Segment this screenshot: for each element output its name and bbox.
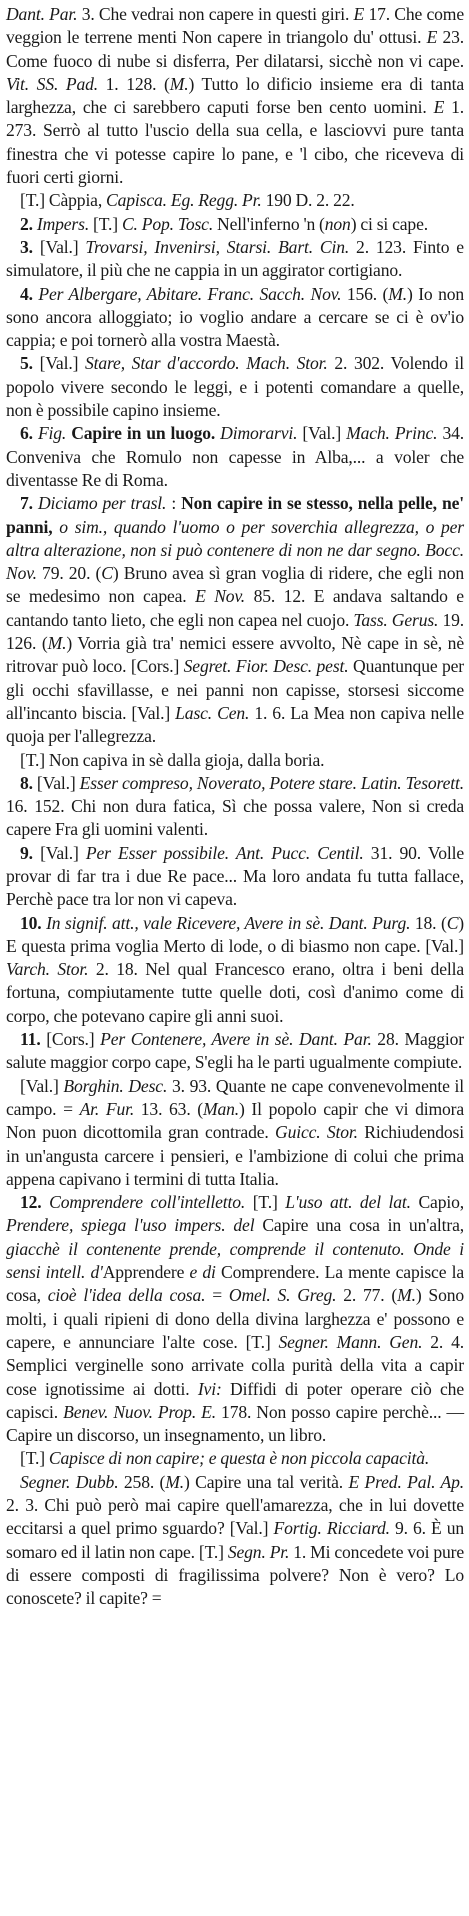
italic-text: In signif. att., vale Ricevere, Avere in sè. Dant. Purg. [46, 912, 411, 933]
bold-text: Capire in un luogo. [71, 423, 216, 444]
sense-12: 12. Comprendere coll'intelletto. [T.] L'uso att. del lat. Capio, Prendere, spiega l'uso impers. del Capire una cosa in un'altra, giacchè il contenente prende, comprende il contenuto. Onde i sensi intell. d'Apprendere e di Comprendere. La mente capisce la cosa, cioè l'idea della cosa. = Omel. S. Greg. 2. 77. (M.) Sono molti, i quali ripieni di dono della divina larghezza e' possono e capere, e annunciare l'alte cose. [T.] Segner. Mann. Gen. 2. 4. Semplici verginelle sono arrivate colla purità della vita a capir cose ignotissime ai dotti. Ivi: Diffidi di poter operare ciò che capisci. Benev. Nuov. Prop. E. 178. Non posso capire perchè... — Capire un discorso, un insegnamento, un libro. [6, 1192, 465, 1446]
bold-text: 7. [20, 493, 33, 514]
italic-text: Impers. [36, 213, 90, 234]
sense-8: 8. [Val.] Esser compreso, Noverato, Potere stare. Latin. Tesorett. 16. 152. Chi non dura fatica, Sì che possa valere, Non si creda capere Fra gli uomini valenti. [6, 772, 464, 840]
italic-text: M. [388, 283, 407, 304]
bold-text: Non capire in se stesso, nella pelle, ne' panni, [6, 493, 464, 537]
sense-12-note: [T.] Capisce di non capire; e questa è non piccola capacità. [20, 1448, 430, 1469]
entry-note-cappia: [T.] Càppia, Capisca. Eg. Regg. Pr. 190 D. 2. 22. [20, 190, 355, 211]
sense-4: 4. Per Albergare, Abitare. Franc. Sacch. Nov. 156. (M.) Io non sono ancora alloggiato; io voglio andare a cercare se ci è ov'io cappia; e poi tornerò alla vostra Maestà. [6, 283, 465, 351]
italic-text: E Pred. Pal. Ap. [348, 1471, 464, 1492]
italic-text: E [433, 97, 445, 118]
italic-text: C. Pop. Tosc. [121, 213, 214, 234]
italic-text: Capisce di non capire; e questa è non piccola capacità. [48, 1448, 430, 1469]
italic-text: M. [47, 633, 67, 654]
italic-text: Dant. Par. [6, 4, 78, 24]
bold-text: 10. [20, 912, 42, 933]
sense-11-continuation: [Val.] Borghin. Desc. 3. 93. Quante ne cape convenevolmente il campo. = Ar. Fur. 13. 63. (Man.) Il popolo capir che vi dimora Non puon dicottomila gran contrade. Guicc. Stor. Richiudendosi in un'angusta carcere i pensieri, e l'ambizione di colui che prima appena capivano i termini di tutta Italia. [6, 1075, 465, 1189]
italic-text: Capisca. Eg. Regg. Pr. [106, 190, 262, 211]
italic-text: Segret. Fior. Desc. pest. [183, 656, 349, 677]
italic-text: Esser compreso, Noverato, Potere stare. Latin. Tesorett. [79, 772, 464, 793]
sense-11: 11. [Cors.] Per Contenere, Avere in sè. Dant. Par. 28. Maggior salute maggior corpo cape, S'egli ha le parti ugualmente compiute. [6, 1029, 464, 1073]
italic-text: Prendere, spiega l'uso impers. del [6, 1215, 255, 1236]
italic-text: non [324, 213, 351, 234]
italic-text: E Nov. [195, 586, 246, 607]
italic-text: Comprendere coll'intelletto. [49, 1192, 246, 1213]
italic-text: Diciamo per trasl. [37, 493, 167, 514]
italic-text: Fortig. Ricciard. [273, 1518, 390, 1539]
italic-text: Benev. Nuov. Prop. E. [63, 1401, 216, 1422]
italic-text: L'uso att. del lat. [285, 1192, 411, 1213]
bold-text: 2. [20, 213, 33, 234]
italic-text: giacchè il contenente prende, comprende il contenuto. Onde i sensi intell. d' [6, 1238, 464, 1283]
italic-text: Omel. S. Greg. [228, 1285, 337, 1306]
italic-text: Mach. Princ. [346, 423, 438, 444]
italic-text: e di [189, 1262, 216, 1283]
italic-text: Segner. Mann. Gen. [278, 1331, 423, 1352]
italic-text: Varch. Stor. [6, 959, 89, 980]
bold-text: 11. [20, 1029, 41, 1050]
sense-9: 9. [Val.] Per Esser possibile. Ant. Pucc. Centil. 31. 90. Volle provar di far tra i due Re pace... Ma loro andata fu tutta fallace, Perchè pace tra lor non vi capeva. [6, 842, 464, 910]
bold-text: 4. [20, 283, 33, 304]
italic-text: o sim., quando l'uomo o per soverchia allegrezza, o per altra alterazione, non si può contenere di non ne dar segno. Bocc. Nov. [6, 516, 464, 584]
italic-text: C [101, 563, 113, 584]
italic-text: Per Contenere, Avere in sè. Dant. Par. [100, 1029, 372, 1050]
entry-continuation: Dant. Par. 3. Che vedrai non capere in questi giri. E 17. Che come veggion le terrene menti Non capere in triangolo du' ottusi. E 23. Come fuoco di nube si disferra, Per dilatarsi, sicchè non vi cape. Vit. SS. Pad. 1. 128. (M.) Tutto lo dificio insieme era di tanta larghezza, che ci sarebbero caputi forse ben cento uomini. E 1. 273. Serrò al tutto l'uscio della sua cella, e lasciovvi pure tanta finestra che vi potesse capire lo pane, e 'l cibo, che riceveva di fuori certi giorni. [6, 4, 464, 188]
italic-text: Stare, Star d'accordo. Mach. Stor. [84, 353, 328, 374]
italic-text: E [426, 27, 438, 48]
italic-text: Guicc. Stor. [275, 1122, 358, 1143]
bold-text: 6. [20, 423, 33, 444]
italic-text: E [353, 4, 365, 24]
italic-text: Vit. SS. Pad. [6, 73, 98, 94]
italic-text: Man. [202, 1098, 240, 1119]
sense-6: 6. Fig. Capire in un luogo. Dimorarvi. [Val.] Mach. Princ. 34. Conveniva che Romulo non capesse in Alba,... a voler che diventasse Re di Roma. [6, 423, 464, 490]
sense-12-continuation: Segner. Dubb. 258. (M.) Capire una tal verità. E Pred. Pal. Ap. 2. 3. Chi può però mai capire quell'amarezza, che in lui dovette eccitarsi a quel primo sguardo? [Val.] Fortig. Ricciard. 9. 6. È un somaro ed il latin non cape. [T.] Segn. Pr. 1. Mi concedete voi pure di essere composti di fragilissima polvere? Non è vero? Lo conoscete? il capite? = [6, 1471, 465, 1609]
italic-text: Dimorarvi. [220, 423, 298, 444]
italic-text: Ar. Fur. [79, 1098, 135, 1119]
bold-text: 8. [20, 772, 33, 793]
italic-text: Segner. Dubb. [20, 1471, 119, 1492]
italic-text: Lasc. Cen. [175, 702, 250, 723]
italic-text: C [446, 912, 459, 933]
italic-text: Trovarsi, Invenirsi, Starsi. Bart. Cin. [85, 236, 350, 257]
italic-text: cioè l'idea della cosa. [47, 1285, 206, 1306]
bold-text: 12. [20, 1192, 42, 1213]
italic-text: Fig. [37, 423, 67, 444]
italic-text: Ivi: [197, 1378, 222, 1399]
italic-text: Segn. Pr. [227, 1541, 290, 1562]
sense-7: 7. Diciamo per trasl. : Non capire in se stesso, nella pelle, ne' panni, o sim., quando l'uomo o per soverchia allegrezza, o per altra alterazione, non si può contenere di non ne dar segno. Bocc. Nov. 79. 20. (C) Bruno avea sì gran voglia di ridere, che egli non se medesimo non capea. E Nov. 85. 12. E andava saltando e cantando tanto lieto, che egli non capea nel cuojo. Tass. Gerus. 19. 126. (M.) Vorria già tra' nemici essere avvolto, Nè cape in sè, nè ritrovar può loco. [Cors.] Segret. Fior. Desc. pest. Quantunque per gli occhi sfavillasse, e nei panni non capisse, storsesi siccome all'incanto biscia. [Val.] Lasc. Cen. 1. 6. La Mea non capiva nelle quoja per l'allegrezza. [6, 493, 464, 747]
italic-text: M. [165, 1471, 185, 1492]
bold-text: 3. [20, 236, 33, 257]
italic-text: Per Esser possibile. Ant. Pucc. Centil. [85, 842, 364, 863]
sense-7-note: [T.] Non capiva in sè dalla gioja, dalla boria. [20, 749, 325, 770]
italic-text: Per Albergare, Abitare. Franc. Sacch. Nov. [38, 283, 342, 304]
bold-text: 9. [20, 842, 33, 863]
italic-text: M. [169, 73, 189, 94]
sense-5: 5. [Val.] Stare, Star d'accordo. Mach. Stor. 2. 302. Volendo il popolo vivere secondo le leggi, e i potenti comandare a quelle, non è possibile capino insieme. [6, 353, 464, 421]
italic-text: Borghin. Desc. [63, 1075, 168, 1096]
sense-2: 2. Impers. [T.] C. Pop. Tosc. Nell'inferno 'n (non) ci si cape. [20, 213, 428, 234]
sense-3: 3. [Val.] Trovarsi, Invenirsi, Starsi. Bart. Cin. 2. 123. Finto e simulatore, il più che ne cappia in un aggirator cortigiano. [6, 236, 464, 281]
sense-10: 10. In signif. att., vale Ricevere, Avere in sè. Dant. Purg. 18. (C) E questa prima voglia Merto di lode, o di biasmo non cape. [Val.] Varch. Stor. 2. 18. Nel qual Francesco erano, oltra i beni della fortuna, compiutamente tutte quelle doti, così d'animo come di corpo, che potevano capire gli anni suoi. [6, 912, 464, 1026]
italic-text: Tass. Gerus. [353, 609, 439, 630]
italic-text: M. [397, 1285, 416, 1306]
bold-text: 5. [20, 353, 33, 374]
